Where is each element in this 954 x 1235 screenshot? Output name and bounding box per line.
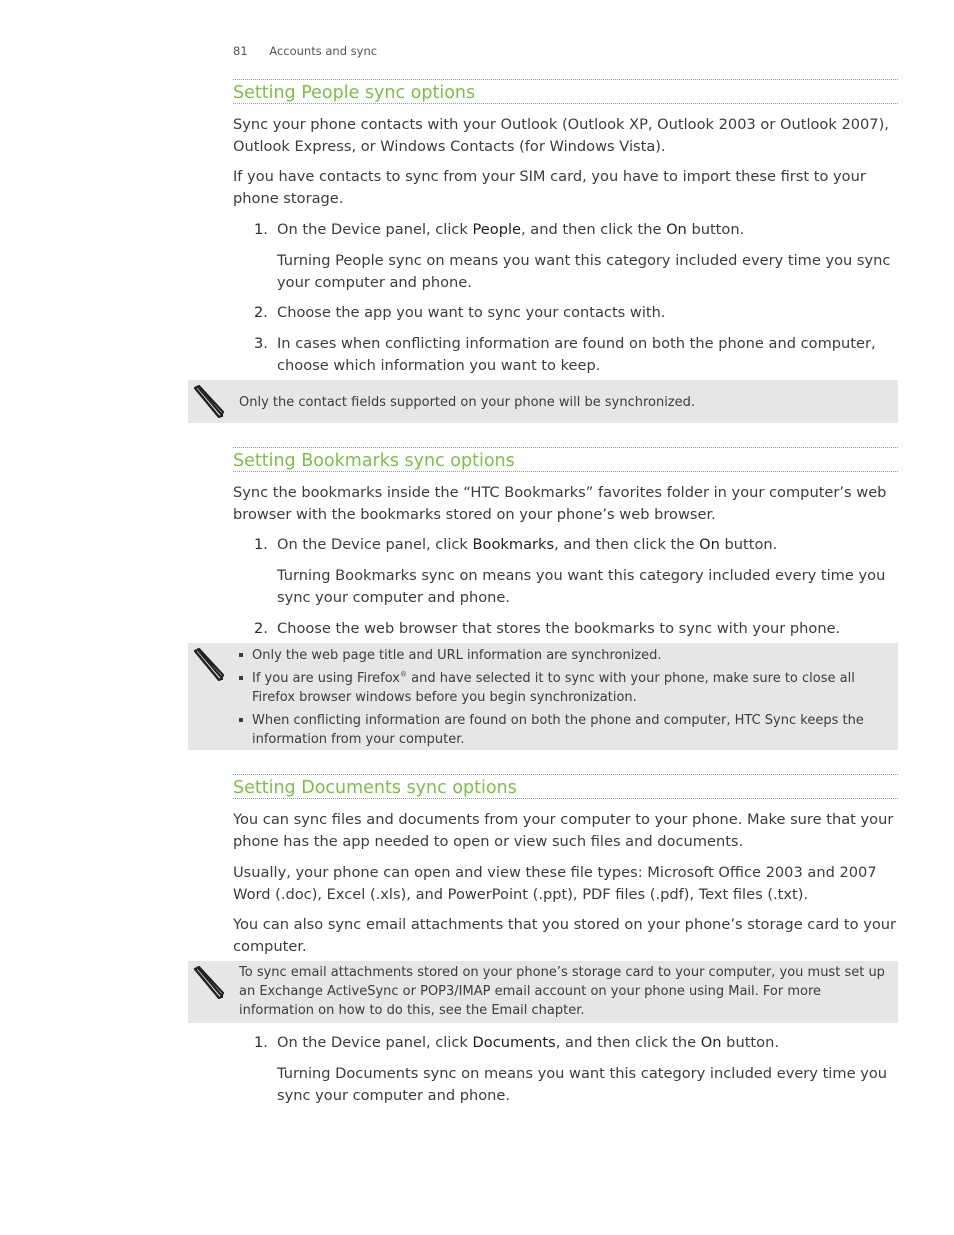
note-box	[188, 380, 898, 423]
ui-term: Bookmarks	[472, 536, 555, 553]
step-number: 3.	[254, 335, 268, 352]
step-text: Choose the app you want to sync your contacts with.	[277, 304, 666, 321]
ui-term: On	[699, 536, 720, 553]
ui-term: On	[666, 221, 687, 238]
step-number: 1.	[254, 1034, 268, 1051]
paragraph: Usually, your phone can open and view these file types: Microsoft Office 2003 and 2007 Word (.doc), Excel (.xls), and PowerPoint (.ppt), PDF files (.pdf), Text files (.txt).	[233, 864, 877, 903]
step-text: On the Device panel, click Documents, and then click the On button.	[277, 1034, 779, 1051]
note-item: Only the web page title and URL information are synchronized.	[236, 646, 888, 665]
paragraph: You can sync files and documents from your computer to your phone. Make sure that your phone has the app needed to open or view such files and documents.	[233, 811, 894, 850]
step-detail: Turning Bookmarks sync on means you want this category included every time you sync your computer and phone.	[277, 567, 886, 606]
note-box	[188, 643, 898, 750]
paragraph: You can also sync email attachments that you stored on your phone’s storage card to your computer.	[233, 916, 897, 955]
step-number: 2.	[254, 620, 268, 637]
step-text: In cases when conflicting information are found on both the phone and computer, choose which information you want to keep.	[277, 335, 876, 374]
note-list	[236, 646, 888, 753]
step-detail: Turning People sync on means you want this category included every time you sync your computer and phone.	[277, 252, 891, 291]
section-title: Setting People sync options	[233, 83, 476, 103]
paragraph: Sync your phone contacts with your Outlook (Outlook XP, Outlook 2003 or Outlook 2007), Outlook Express, or Windows Contacts (for Windows Vista).	[233, 116, 889, 155]
page-number: 81	[233, 44, 248, 58]
documents-section-heading	[233, 774, 898, 799]
ui-term: Documents	[472, 1034, 556, 1051]
ui-term: On	[700, 1034, 722, 1051]
ui-term: People	[472, 221, 522, 238]
bookmarks-section-heading	[233, 447, 898, 472]
note-text: To sync email attachments stored on your phone’s storage card to your computer, you must set up an Exchange ActiveSync or POP3/IMAP email account on your phone using Mail. For more information on how to do this, see the Email chapter.	[239, 965, 885, 1018]
people-section-heading	[233, 79, 898, 104]
paragraph: Sync the bookmarks inside the “HTC Bookmarks” favorites folder in your computer’s web browser with the bookmarks stored on your phone’s web browser.	[233, 484, 887, 523]
step-number: 1.	[254, 221, 268, 238]
chapter-title: Accounts and sync	[269, 44, 378, 58]
step-number: 1.	[254, 536, 268, 553]
note-item: If you are using Firefox® and have selected it to sync with your phone, make sure to close all Firefox browser windows before you begin synchronization.	[236, 669, 888, 707]
page-header	[233, 44, 377, 58]
paragraph: If you have contacts to sync from your SIM card, you have to import these first to your phone storage.	[233, 168, 866, 207]
pencil-icon	[192, 384, 224, 418]
note-item: When conflicting information are found on both the phone and computer, HTC Sync keeps the information from your computer.	[236, 711, 888, 749]
step-detail: Turning Documents sync on means you want this category included every time you sync your computer and phone.	[277, 1065, 888, 1104]
note-text: Only the contact fields supported on your phone will be synchronized.	[239, 395, 696, 410]
section-title: Setting Documents sync options	[233, 778, 517, 798]
step-number: 2.	[254, 304, 268, 321]
step-text: On the Device panel, click People, and then click the On button.	[277, 221, 745, 238]
note-box	[188, 961, 898, 1023]
pencil-icon	[192, 647, 224, 681]
step-text: On the Device panel, click Bookmarks, and then click the On button.	[277, 536, 778, 553]
section-title: Setting Bookmarks sync options	[233, 451, 515, 471]
pencil-icon	[192, 965, 224, 999]
step-text: Choose the web browser that stores the bookmarks to sync with your phone.	[277, 620, 841, 637]
